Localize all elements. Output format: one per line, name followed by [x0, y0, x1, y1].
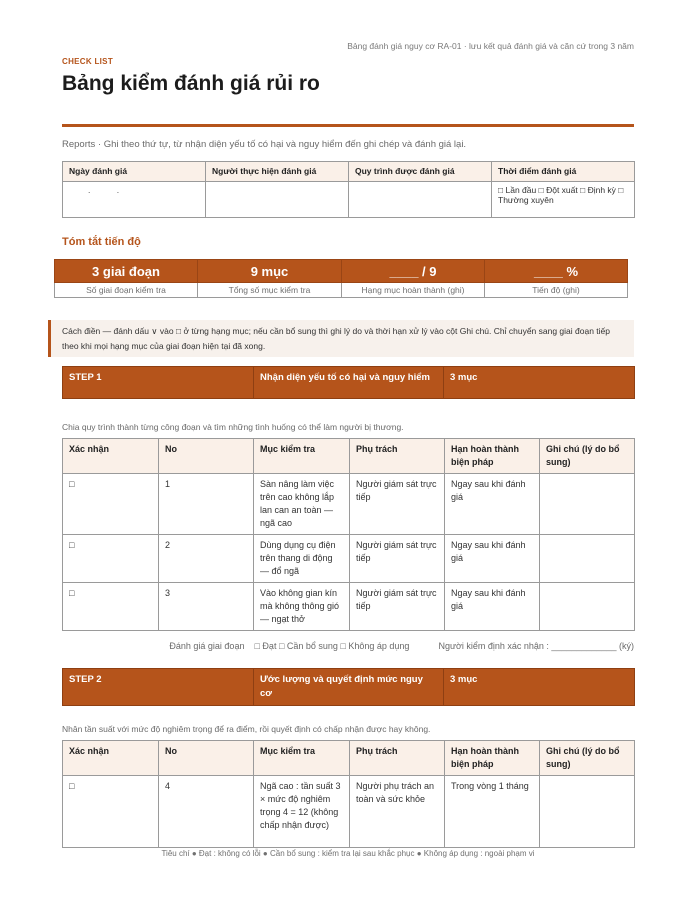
timing-options[interactable]: □ Lần đầu □ Đột xuất □ Định kỳ □ Thường xuyên: [492, 182, 635, 218]
item-deadline: Trong vòng 1 tháng: [445, 776, 540, 848]
col-header-no: No: [159, 741, 254, 776]
item-note-field[interactable]: [540, 474, 635, 535]
step-2-header: [62, 668, 635, 706]
table-row: [63, 474, 635, 535]
item-note-field[interactable]: [540, 776, 635, 848]
col-header-item: Mục kiểm tra: [254, 439, 350, 474]
col-header-check: Xác nhận: [63, 741, 159, 776]
col-header-no: No: [159, 439, 254, 474]
col-header-note: Ghi chú (lý do bổ sung): [540, 741, 635, 776]
date-field[interactable]: . .: [63, 182, 206, 218]
criteria-legend: Tiêu chí ● Đạt : không có lỗi ● Cần bổ sung : kiểm tra lại sau khắc phục ● Không áp dụng : ngoài phạm vi: [161, 849, 535, 858]
item-note-field[interactable]: [540, 583, 635, 631]
stage-assessment: [169, 641, 634, 651]
item-no: 2: [159, 535, 254, 583]
table-row: [63, 535, 635, 583]
item-note-field[interactable]: [540, 535, 635, 583]
page-title: Bảng kiểm đánh giá rủi ro: [62, 72, 320, 95]
step-count: 3 mục: [444, 669, 635, 706]
step-label: STEP 1: [63, 367, 254, 399]
col-header-owner: Phụ trách: [350, 439, 445, 474]
item-no: 3: [159, 583, 254, 631]
table-row: [63, 776, 635, 848]
summary-label: Số giai đoạn kiểm tra: [55, 283, 198, 298]
intro-text: Reports · Ghi theo thứ tự, từ nhận diện yếu tố có hại và nguy hiểm đến ghi chép và đánh giá lại.: [62, 139, 467, 150]
item-text: Ngã cao : tần suất 3 × mức độ nghiêm trọng 4 = 12 (không chấp nhận được): [254, 776, 350, 848]
summary-item-count: 9 mục: [198, 260, 342, 283]
col-header-owner: Phụ trách: [350, 741, 445, 776]
item-owner: Người giám sát trực tiếp: [350, 583, 445, 631]
title-rule: [62, 124, 634, 127]
meta-header-process: Quy trình được đánh giá: [349, 162, 492, 182]
check-box[interactable]: □: [63, 583, 159, 631]
col-header-deadline: Hạn hoàn thành biện pháp: [445, 439, 540, 474]
stage-assessment-label: Đánh giá giai đoạn: [169, 641, 245, 651]
item-text: Dùng dụng cụ điện trên thang di động — đổ ngã: [254, 535, 350, 583]
assessor-field[interactable]: [206, 182, 349, 218]
item-deadline: Ngay sau khi đánh giá: [445, 474, 540, 535]
step-count: 3 mục: [444, 367, 635, 399]
summary-stage-count: 3 giai đoạn: [55, 260, 198, 283]
inspector-confirmation-field[interactable]: Người kiểm định xác nhận : _____________ (ký): [438, 641, 634, 651]
step-2-description: Nhân tần suất với mức độ nghiêm trọng để ra điểm, rồi quyết định có chấp nhận được hay không.: [62, 724, 431, 734]
summary-label: Hạng mục hoàn thành (ghi): [342, 283, 485, 298]
check-box[interactable]: □: [63, 535, 159, 583]
summary-title: Tóm tắt tiến độ: [62, 236, 141, 248]
summary-completed-field[interactable]: ____ / 9: [342, 260, 485, 283]
meta-header-timing: Thời điểm đánh giá: [492, 162, 635, 182]
step-1-items-table: [62, 438, 635, 631]
check-box[interactable]: □: [63, 474, 159, 535]
meta-header-date: Ngày đánh giá: [63, 162, 206, 182]
item-deadline: Ngay sau khi đánh giá: [445, 583, 540, 631]
item-text: Sàn nâng làm việc trên cao không lắp lan can an toàn — ngã cao: [254, 474, 350, 535]
col-header-note: Ghi chú (lý do bổ sung): [540, 439, 635, 474]
item-text: Vào không gian kín mà không thông gió — ngạt thở: [254, 583, 350, 631]
how-to-fill-note: Cách điền — đánh dấu ∨ vào □ ở từng hạng mục; nếu cần bổ sung thì ghi lý do và thời hạn xử lý vào cột Ghi chú. Chỉ chuyển sang giai đoạn tiếp theo khi mọi hạng mục của giai đoạn hiện tại đã xong.: [48, 320, 634, 357]
item-owner: Người giám sát trực tiếp: [350, 535, 445, 583]
summary-label: Tiến độ (ghi): [485, 283, 628, 298]
assessment-meta-table: [62, 161, 635, 218]
item-owner: Người phụ trách an toàn và sức khỏe: [350, 776, 445, 848]
check-box[interactable]: □: [63, 776, 159, 848]
item-no: 1: [159, 474, 254, 535]
document-note: Bảng đánh giá nguy cơ RA-01 · lưu kết quả đánh giá và căn cứ trong 3 năm: [347, 41, 634, 51]
step-name: Ước lượng và quyết định mức nguy cơ: [254, 669, 444, 706]
step-2-items-table: [62, 740, 635, 848]
summary-label: Tổng số mục kiểm tra: [198, 283, 342, 298]
item-owner: Người giám sát trực tiếp: [350, 474, 445, 535]
table-row: [63, 583, 635, 631]
summary-progress-field[interactable]: ____ %: [485, 260, 628, 283]
item-deadline: Ngay sau khi đánh giá: [445, 535, 540, 583]
col-header-item: Mục kiểm tra: [254, 741, 350, 776]
step-name: Nhận diện yếu tố có hại và nguy hiểm: [254, 367, 444, 399]
meta-header-assessor: Người thực hiện đánh giá: [206, 162, 349, 182]
item-no: 4: [159, 776, 254, 848]
progress-summary-table: [54, 259, 628, 298]
col-header-deadline: Hạn hoàn thành biện pháp: [445, 741, 540, 776]
step-1-header: [62, 366, 635, 399]
stage-assessment-options[interactable]: □ Đạt □ Cần bổ sung □ Không áp dụng: [254, 641, 410, 651]
step-label: STEP 2: [63, 669, 254, 706]
process-field[interactable]: [349, 182, 492, 218]
col-header-check: Xác nhận: [63, 439, 159, 474]
step-1-description: Chia quy trình thành từng công đoạn và tìm những tình huống có thể làm người bị thương.: [62, 422, 404, 432]
kicker-label: CHECK LIST: [62, 57, 113, 66]
